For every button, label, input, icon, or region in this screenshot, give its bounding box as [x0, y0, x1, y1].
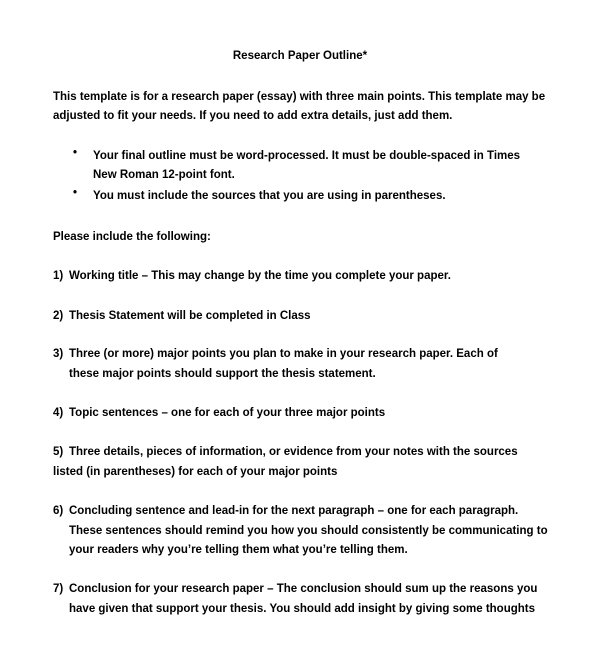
- item-number: 1): [53, 270, 64, 282]
- item-7-line-2: have given that support your thesis. You should add insight by giving some thoughts: [69, 603, 535, 615]
- item-number: 5): [53, 446, 64, 458]
- item-6-line-1: Concluding sentence and lead-in for the next paragraph – one for each paragraph.: [69, 505, 519, 517]
- bullet-marker: •: [73, 187, 78, 199]
- intro-line-2: adjusted to fit your needs. If you need to add extra details, just add them.: [53, 110, 453, 122]
- item-number: 6): [53, 505, 64, 517]
- document-title: Research Paper Outline*: [232, 50, 368, 62]
- item-5-line-2: listed (in parentheses) for each of your major points: [53, 466, 338, 478]
- bullet-marker: •: [73, 147, 78, 159]
- item-1-line-1: Working title – This may change by the time you complete your paper.: [69, 270, 451, 282]
- item-4-line-1: Topic sentences – one for each of your three major points: [69, 407, 386, 419]
- intro-line-1: This template is for a research paper (essay) with three main points. This template may be: [53, 91, 546, 103]
- item-number: 7): [53, 583, 64, 595]
- bullet-1-line-2: New Roman 12-point font.: [93, 169, 235, 181]
- item-3-line-2: these major points should support the thesis statement.: [69, 368, 376, 380]
- bullet-1-line-1: Your final outline must be word-processed. It must be double-spaced in Times: [93, 150, 521, 162]
- item-6-line-2: These sentences should remind you how you should consistently be communicating to: [69, 525, 548, 537]
- item-number: 4): [53, 407, 64, 419]
- include-heading: Please include the following:: [53, 231, 211, 243]
- bullet-2-line-1: You must include the sources that you are using in parentheses.: [93, 190, 446, 202]
- item-7-line-1: Conclusion for your research paper – The conclusion should sum up the reasons you: [69, 583, 538, 595]
- item-number: 2): [53, 310, 64, 322]
- item-2-line-1: Thesis Statement will be completed in Class: [69, 310, 311, 322]
- item-3-line-1: Three (or more) major points you plan to make in your research paper. Each of: [69, 348, 498, 360]
- item-6-line-3: your readers why you’re telling them what you’re telling them.: [69, 544, 408, 556]
- item-5-line-1: Three details, pieces of information, or evidence from your notes with the sources: [69, 446, 518, 458]
- item-number: 3): [53, 348, 64, 360]
